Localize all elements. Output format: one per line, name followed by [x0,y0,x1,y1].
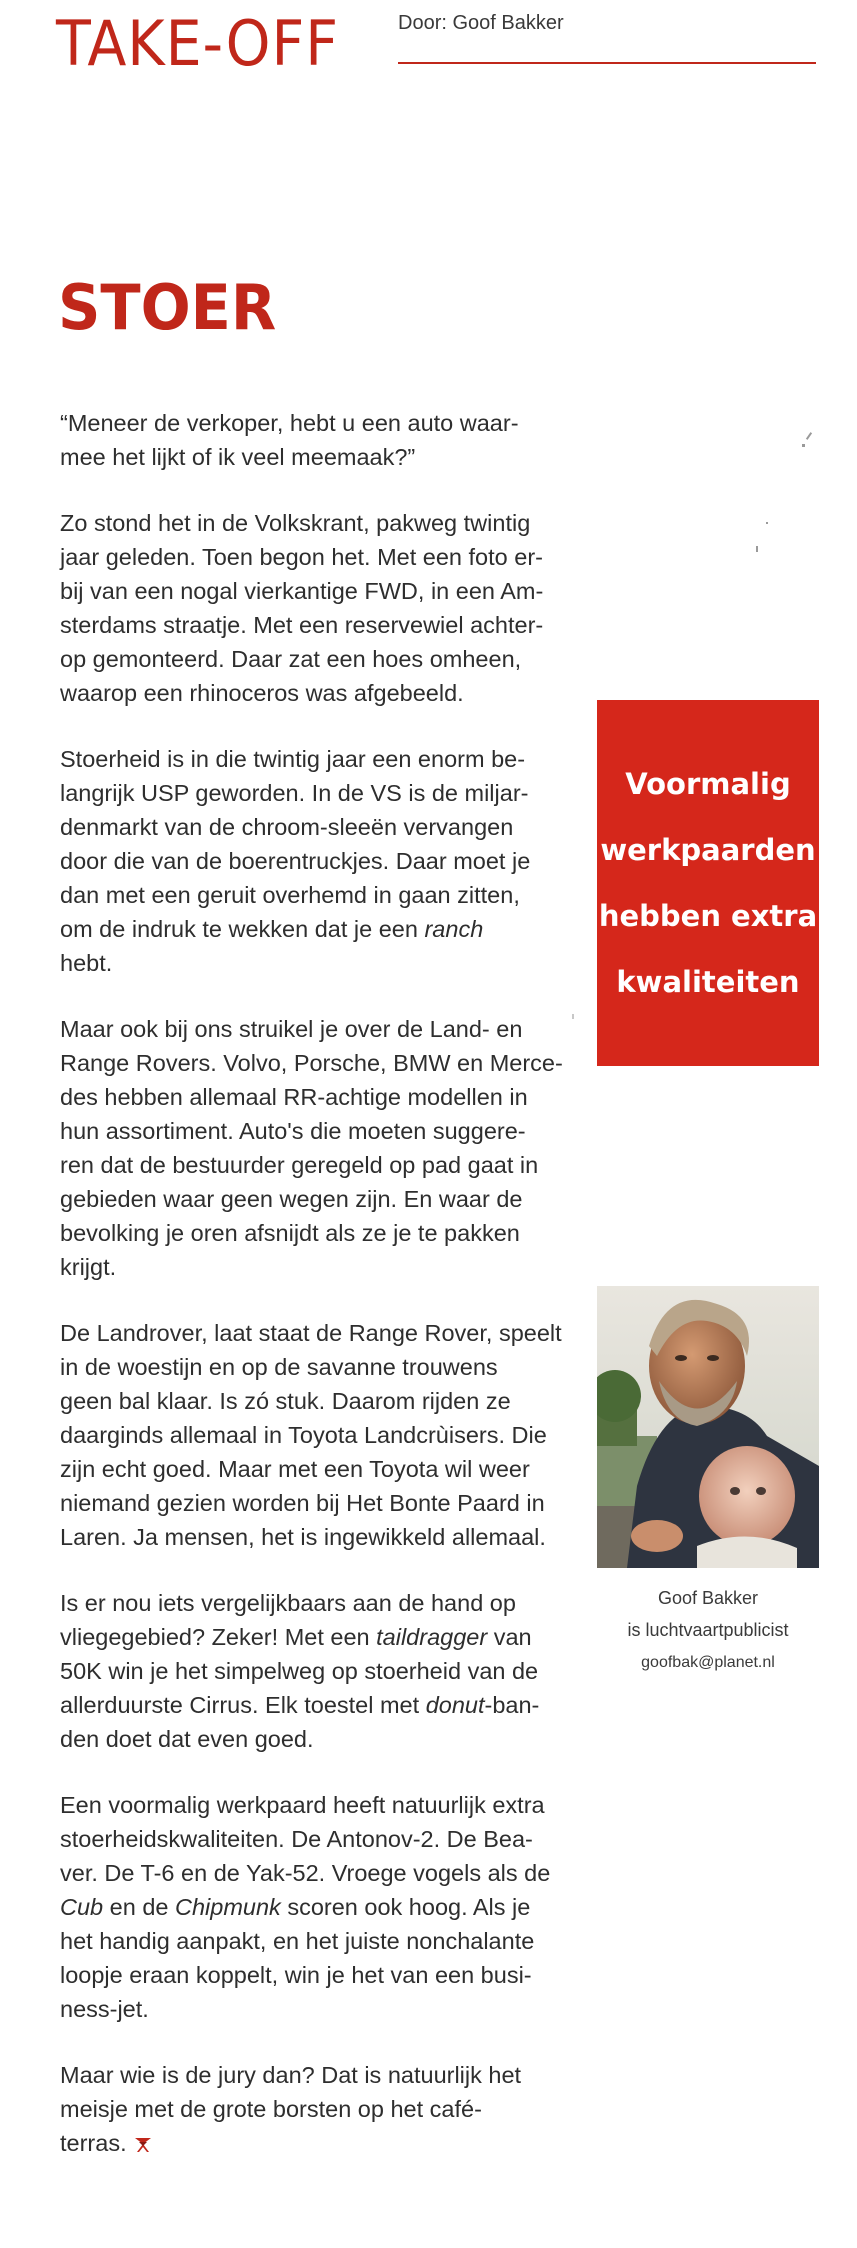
text-line: dan met een geruit overhemd in gaan zitten, [60,882,520,908]
text-run: van [493,1624,532,1650]
text-line [60,1620,550,1654]
text-line: gebieden waar geen wegen zijn. En waar de [60,1186,523,1212]
pull-quote-line: Voormalig [625,767,791,801]
text-line: Range Rovers. Volvo, Porsche, BMW en Merce- [60,1050,563,1076]
italic-term: Chipmunk [175,1894,281,1920]
italic-term: ranch [424,916,484,942]
text-line: Laren. Ja mensen, het is ingewikkeld allemaal. [60,1524,546,1550]
text-line: krijgt. [60,1254,117,1280]
text-line: loopje eraan koppelt, win je het van een busi- [60,1962,532,1988]
text-line: ver. De T-6 en de Yak-52. Vroege vogels als de [60,1860,551,1886]
text-line [60,912,550,946]
text-line: bij van een nogal vierkantige FWD, in een Am- [60,578,544,604]
text-line: zijn echt goed. Maar met een Toyota wil weer [60,1456,530,1482]
paragraph-7 [60,1788,550,2026]
text-line: Stoerheid is in die twintig jaar een enorm be- [60,746,526,772]
text-line: hun assortiment. Auto's die moeten suggere- [60,1118,526,1144]
pull-quote-line: hebben extra [598,899,818,933]
text-line: ren dat de bestuurder geregeld op pad gaat in [60,1152,539,1178]
scan-speck [806,432,812,440]
header-rule [398,62,816,64]
text-run: scoren ook hoog. Als je [287,1894,531,1920]
paragraph-5 [60,1316,562,1554]
text-line [60,1688,550,1722]
byline: Door: Goof Bakker [398,12,564,34]
text-line: geen bal klaar. Is zó stuk. Daarom rijden ze [60,1388,511,1414]
text-line: Een voormalig werkpaard heeft natuurlijk extra [60,1792,545,1818]
text-run: terras. [60,2130,127,2156]
text-line: bevolking je oren afsnijdt als ze je te pakken [60,1220,520,1246]
text-run: en de [109,1894,169,1920]
scan-speck [766,522,768,524]
text-line: De Landrover, laat staat de Range Rover, speelt [60,1320,562,1346]
text-line: mee het lijkt of ik veel meemaak?” [60,444,416,470]
section-title: TAKE-OFF [56,7,339,80]
airplane-end-mark-icon [133,2129,153,2163]
text-line: op gemonteerd. Daar zat een hoes omheen, [60,646,522,672]
text-line: ness-jet. [60,1996,149,2022]
pull-quote-line: werkpaarden [600,833,816,867]
text-line: hebt. [60,950,113,976]
text-line: in de woestijn en op de savanne trouwens [60,1354,498,1380]
paragraph-1 [60,406,550,474]
text-line: des hebben allemaal RR-achtige modellen in [60,1084,528,1110]
text-run: vliegegebied? Zeker! Met een [60,1624,370,1650]
text-line: sterdams straatje. Met een reservewiel achter- [60,612,544,638]
italic-term: taildragger [376,1624,488,1650]
italic-term: Cub [60,1894,104,1920]
author-photo [597,1286,819,1568]
text-line: waarop een rhinoceros was afgebeeld. [60,680,464,706]
pull-quote [597,700,819,1066]
article-body [60,406,563,2195]
text-line: niemand gezien worden bij Het Bonte Paard in [60,1490,545,1516]
italic-term: donut [425,1692,485,1718]
author-role: is luchtvaartpublicist [627,1620,789,1640]
text-line: Is er nou iets vergelijkbaars aan de hand op [60,1590,516,1616]
text-line: “Meneer de verkoper, hebt u een auto waar- [60,410,519,436]
paragraph-6 [60,1586,550,1756]
author-email: goofbak@planet.nl [641,1654,775,1671]
author-caption [597,1582,819,1680]
text-line: meisje met de grote borsten op het café- [60,2096,482,2122]
text-line: Maar wie is de jury dan? Dat is natuurlijk het [60,2062,522,2088]
pull-quote-text [599,751,817,1015]
text-run: -ban- [484,1692,540,1718]
text-line [60,1890,550,1924]
text-line: stoerheidskwaliteiten. De Antonov-2. De Bea- [60,1826,533,1852]
paragraph-4 [60,1012,563,1284]
scan-speck [572,1014,574,1019]
text-run: om de indruk te wekken dat je een [60,916,418,942]
scan-speck [756,546,758,552]
text-line: door die van de boerentruckjes. Daar moet je [60,848,531,874]
text-line: Maar ook bij ons struikel je over de Land- en [60,1016,523,1042]
paragraph-8 [60,2058,550,2163]
text-line: langrijk USP geworden. In de VS is de miljar- [60,780,529,806]
text-line: denmarkt van de chroom-sleeën vervangen [60,814,514,840]
text-line: daarginds allemaal in Toyota Landcrùisers. Die [60,1422,547,1448]
author-name: Goof Bakker [657,1588,759,1608]
text-line [60,2126,550,2163]
text-line: den doet dat even goed. [60,1726,314,1752]
text-line: het handig aanpakt, en het juiste nonchalante [60,1928,535,1954]
pull-quote-line: kwaliteiten [616,965,800,999]
paragraph-3 [60,742,550,980]
article-headline: STOER [58,271,277,344]
text-line: Zo stond het in de Volkskrant, pakweg twintig [60,510,531,536]
text-run: allerduurste Cirrus. Elk toestel met [60,1692,420,1718]
text-line: 50K win je het simpelweg op stoerheid van de [60,1658,539,1684]
paragraph-2 [60,506,550,710]
scan-speck [802,444,805,447]
text-line: jaar geleden. Toen begon het. Met een foto er- [60,544,543,570]
